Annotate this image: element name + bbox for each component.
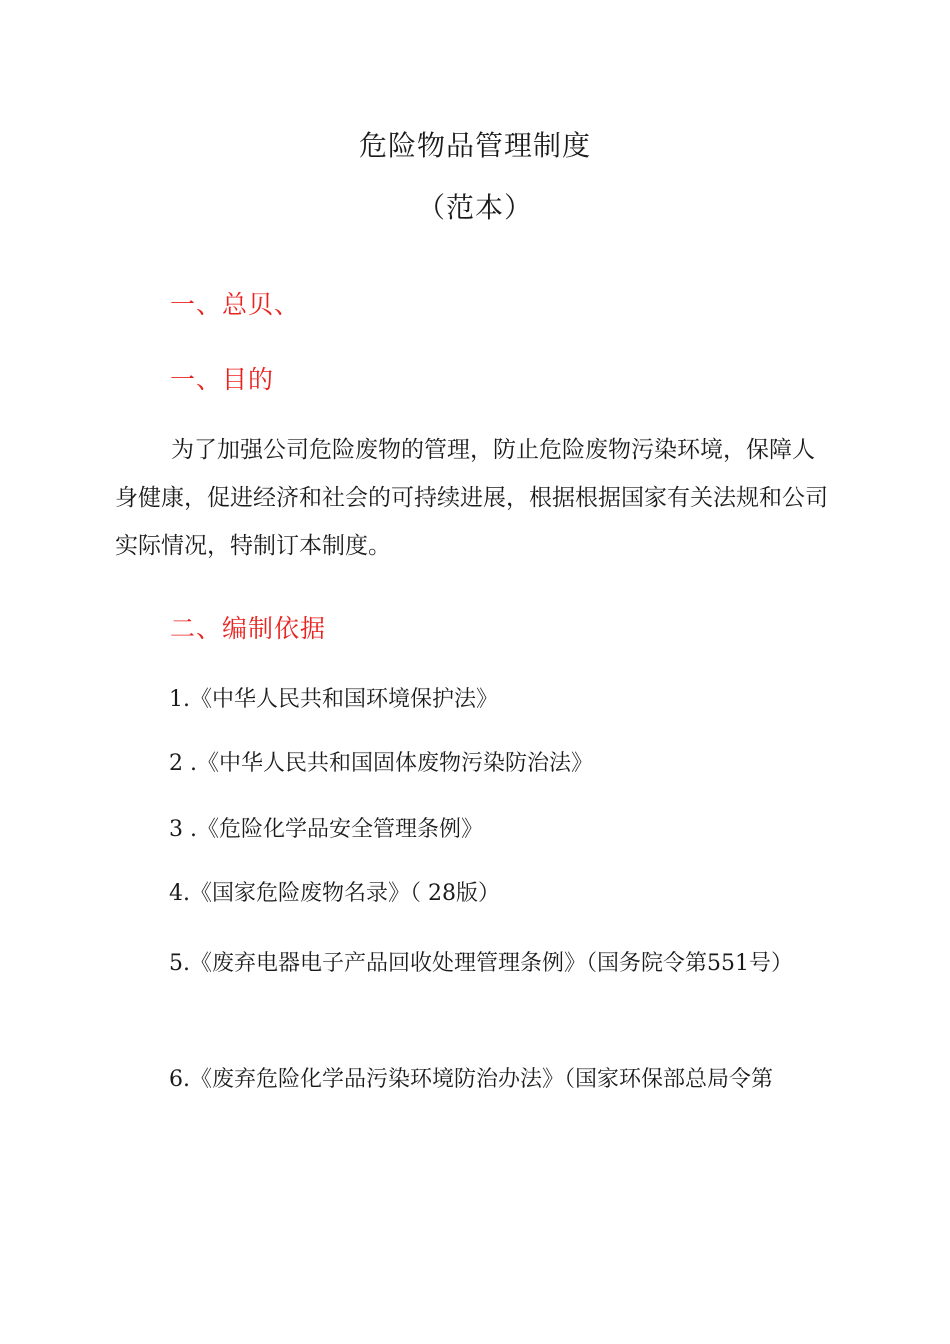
basis-item-text: 1.《中华人民共和国环境保护法》: [169, 687, 498, 712]
document-title: 危险物品管理制度: [358, 129, 591, 162]
basis-item-text: 5.《废弃电器电子产品回收处理管理条例》（国务院令第551号）: [169, 951, 793, 976]
section-heading-basis: 二、编制依据: [170, 614, 327, 643]
purpose-paragraph: [115, 426, 835, 570]
document-subtitle: （范本）: [416, 191, 533, 224]
basis-item-5: [115, 940, 835, 988]
purpose-paragraph-text: 为了加强公司危险废物的管理，防止危险废物污染环境，保障人身健康，促进经济和社会的可持续进展，根据根据国家有关法规和公司实际情况，特制订本制度。: [115, 437, 828, 559]
basis-item-6: [115, 1056, 835, 1104]
basis-item-4: [115, 870, 835, 918]
basis-item-text: 3 .《危险化学品安全管理条例》: [169, 817, 483, 842]
basis-item-text: 4.《国家危险废物名录》（ 28版）: [169, 881, 500, 906]
basis-item-text: 2 .《中华人民共和国固体废物污染防治法》: [169, 751, 593, 776]
basis-item-text: 6.《废弃危险化学品污染环境防治办法》（国家环保部总局令第: [169, 1067, 773, 1092]
basis-item-1: [115, 676, 835, 724]
basis-item-2: [115, 740, 835, 788]
section-heading-purpose: 一、目的: [170, 365, 275, 394]
basis-item-3: [115, 806, 835, 854]
section-heading-general: 一、总贝、: [170, 290, 301, 319]
